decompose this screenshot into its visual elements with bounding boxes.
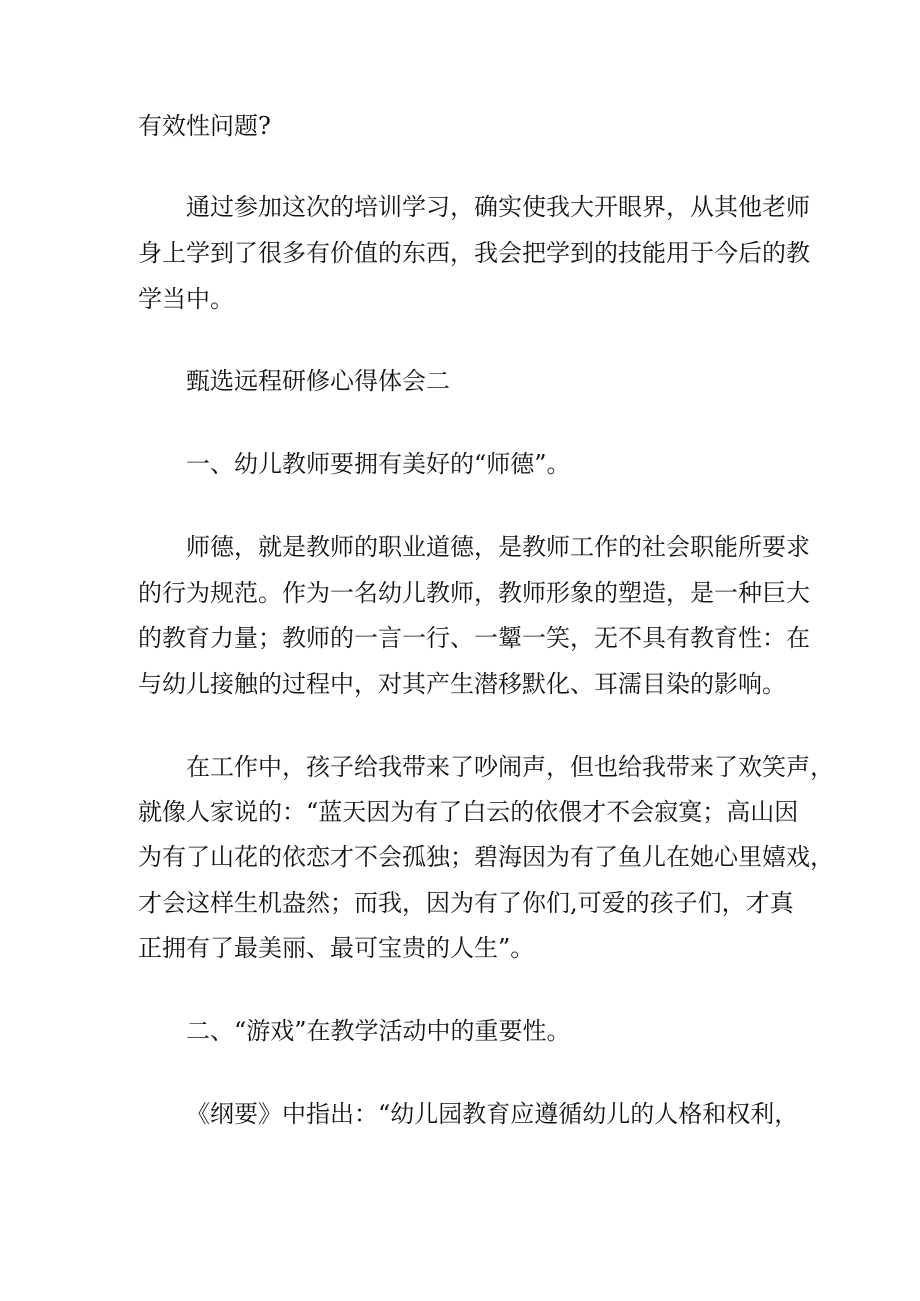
text-line: 的教育力量；教师的一言一行、一颦一笑，无不具有教育性：在 xyxy=(138,624,810,652)
text-line: 为有了山花的依恋才不会孤独；碧海因为有了鱼儿在她心里嬉戏， xyxy=(138,843,834,871)
text-line: 正拥有了最美丽、最可宝贵的人生”。 xyxy=(138,934,535,962)
text-line: 《纲要》中指出：“幼儿园教育应遵循幼儿的人格和权利， xyxy=(186,1100,799,1128)
text-line: 师德，就是教师的职业道德，是教师工作的社会职能所要求 xyxy=(186,533,810,561)
text-line: 有效性问题? xyxy=(138,112,271,140)
heading-one: 一、幼儿教师要拥有美好的“师德”。 xyxy=(186,450,571,478)
section-title: 甄选远程研修心得体会二 xyxy=(186,367,450,395)
text-line: 在工作中，孩子给我带来了吵闹声，但也给我带来了欢笑声， xyxy=(186,753,834,781)
text-line: 与幼儿接触的过程中，对其产生潜移默化、耳濡目染的影响。 xyxy=(138,670,786,698)
text-line: 才会这样生机盎然；而我，因为有了你们,可爱的孩子们，才真 xyxy=(138,889,794,917)
text-line: 身上学到了很多有价值的东西，我会把学到的技能用于今后的教 xyxy=(138,239,810,267)
text-line: 通过参加这次的培训学习，确实使我大开眼界，从其他老师 xyxy=(186,193,810,221)
text-line: 的行为规范。作为一名幼儿教师，教师形象的塑造，是一种巨大 xyxy=(138,579,810,607)
heading-two: 二、“游戏”在教学活动中的重要性。 xyxy=(186,1017,571,1045)
text-line: 学当中。 xyxy=(138,285,234,313)
text-line: 就像人家说的：“蓝天因为有了白云的依偎才不会寂寞；高山因 xyxy=(138,798,799,826)
